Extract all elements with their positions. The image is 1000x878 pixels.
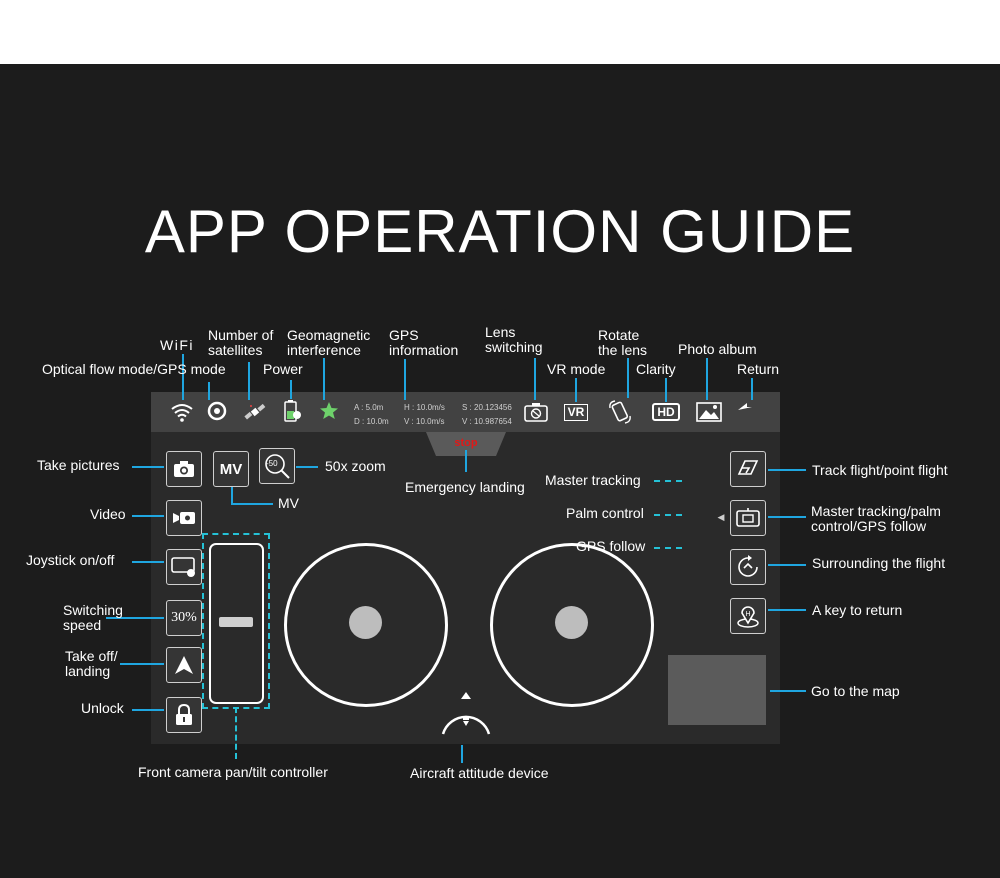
photo-album-label: Photo album xyxy=(678,341,757,357)
svg-text:H: H xyxy=(745,611,751,618)
camera-icon xyxy=(173,460,195,478)
take-pictures-label: Take pictures xyxy=(37,457,120,473)
map-thumbnail[interactable] xyxy=(668,655,766,725)
h-speed-readout: H : 10.0m/s xyxy=(404,403,445,412)
wifi-icon xyxy=(170,400,194,424)
geomagnetic-label: Geomagnetic interference xyxy=(287,327,371,358)
latitude-readout: S : 20.123456 xyxy=(462,403,512,412)
return-label: Return xyxy=(737,361,780,377)
satellites-label: Number of satellites xyxy=(208,327,274,358)
take-off-label: Take off/ landing xyxy=(65,648,118,679)
rotate-lens-icon[interactable] xyxy=(606,398,634,426)
lens-switching-label: Lens switching xyxy=(485,324,543,355)
take-picture-button[interactable] xyxy=(166,451,202,487)
lens-switch-icon[interactable] xyxy=(523,400,549,424)
switching-speed-label: Switching speed xyxy=(63,602,123,633)
pan-tilt-handle[interactable] xyxy=(219,617,253,627)
battery-icon xyxy=(282,399,304,423)
track-flight-icon xyxy=(736,458,760,480)
return-icon[interactable] xyxy=(736,400,762,424)
rotate-lens-label: Rotate the lens xyxy=(598,327,648,358)
lock-icon xyxy=(175,704,193,726)
optical-flow-label: Optical flow mode/GPS mode xyxy=(42,361,226,377)
joystick-label: Joystick on/off xyxy=(26,552,115,568)
page-title: APP OPERATION GUIDE xyxy=(144,198,856,265)
master-tracking-label: Master tracking xyxy=(545,472,641,488)
geomagnetic-icon xyxy=(318,401,340,421)
unlock-button[interactable] xyxy=(166,697,202,733)
surrounding-label: Surrounding the flight xyxy=(812,555,946,571)
track-flight-button[interactable] xyxy=(730,451,766,487)
video-label: Video xyxy=(90,506,126,522)
photo-album-icon[interactable] xyxy=(695,400,723,424)
stop-label: stop xyxy=(454,437,478,449)
zoom-level-label: -50 xyxy=(266,459,278,468)
left-joystick-knob[interactable] xyxy=(349,606,382,639)
v-speed-readout: V : 10.0m/s xyxy=(404,417,445,426)
joystick-icon xyxy=(171,555,197,579)
vr-label: VR xyxy=(564,404,589,421)
master-palm-gps-label: Master tracking/palm control/GPS follow xyxy=(811,503,941,534)
gps-info-label: GPS information xyxy=(389,327,459,358)
zoom-button[interactable] xyxy=(259,448,295,484)
takeoff-arrow-icon xyxy=(173,654,195,676)
gps-follow-label: GPS follow xyxy=(576,538,646,554)
video-button[interactable] xyxy=(166,500,202,536)
attitude-label: Aircraft attitude device xyxy=(410,765,549,781)
surround-icon xyxy=(735,554,761,580)
hd-label: HD xyxy=(652,403,679,421)
track-flight-label: Track flight/point flight xyxy=(812,462,948,478)
master-tracking-button[interactable] xyxy=(730,500,766,536)
gps-mode-icon[interactable] xyxy=(206,400,228,422)
wifi-label: WiFi xyxy=(160,337,194,353)
pan-tilt-label: Front camera pan/tilt controller xyxy=(138,764,328,780)
altitude-readout: A : 5.0m xyxy=(354,403,384,412)
emergency-landing-label: Emergency landing xyxy=(405,479,525,495)
expand-arrow-icon[interactable]: ◀ xyxy=(717,511,725,522)
palm-control-label: Palm control xyxy=(566,505,644,521)
mv-button[interactable]: MV xyxy=(213,451,249,487)
joystick-toggle-button[interactable] xyxy=(166,549,202,585)
zoom-label: 50x zoom xyxy=(325,458,386,474)
distance-readout: D : 10.0m xyxy=(354,417,389,426)
longitude-readout: V : 10.987654 xyxy=(462,417,512,426)
vr-mode-button[interactable] xyxy=(562,402,590,422)
satellite-icon xyxy=(243,401,267,423)
clarity-label: Clarity xyxy=(636,361,676,377)
vr-mode-label: VR mode xyxy=(547,361,606,377)
take-off-landing-button[interactable] xyxy=(166,647,202,683)
home-return-icon xyxy=(735,603,761,629)
key-return-label: A key to return xyxy=(812,602,903,618)
unlock-label: Unlock xyxy=(81,700,124,716)
switching-speed-button[interactable]: 30% xyxy=(166,600,202,636)
video-camera-icon xyxy=(172,510,196,526)
go-map-label: Go to the map xyxy=(811,683,900,699)
tracking-icon xyxy=(735,507,761,529)
mv-label: MV xyxy=(278,495,299,511)
surround-flight-button[interactable] xyxy=(730,549,766,585)
one-key-return-button[interactable] xyxy=(730,598,766,634)
right-joystick-knob[interactable] xyxy=(555,606,588,639)
power-label: Power xyxy=(263,361,303,377)
clarity-button[interactable] xyxy=(651,402,681,422)
attitude-indicator xyxy=(438,690,494,736)
